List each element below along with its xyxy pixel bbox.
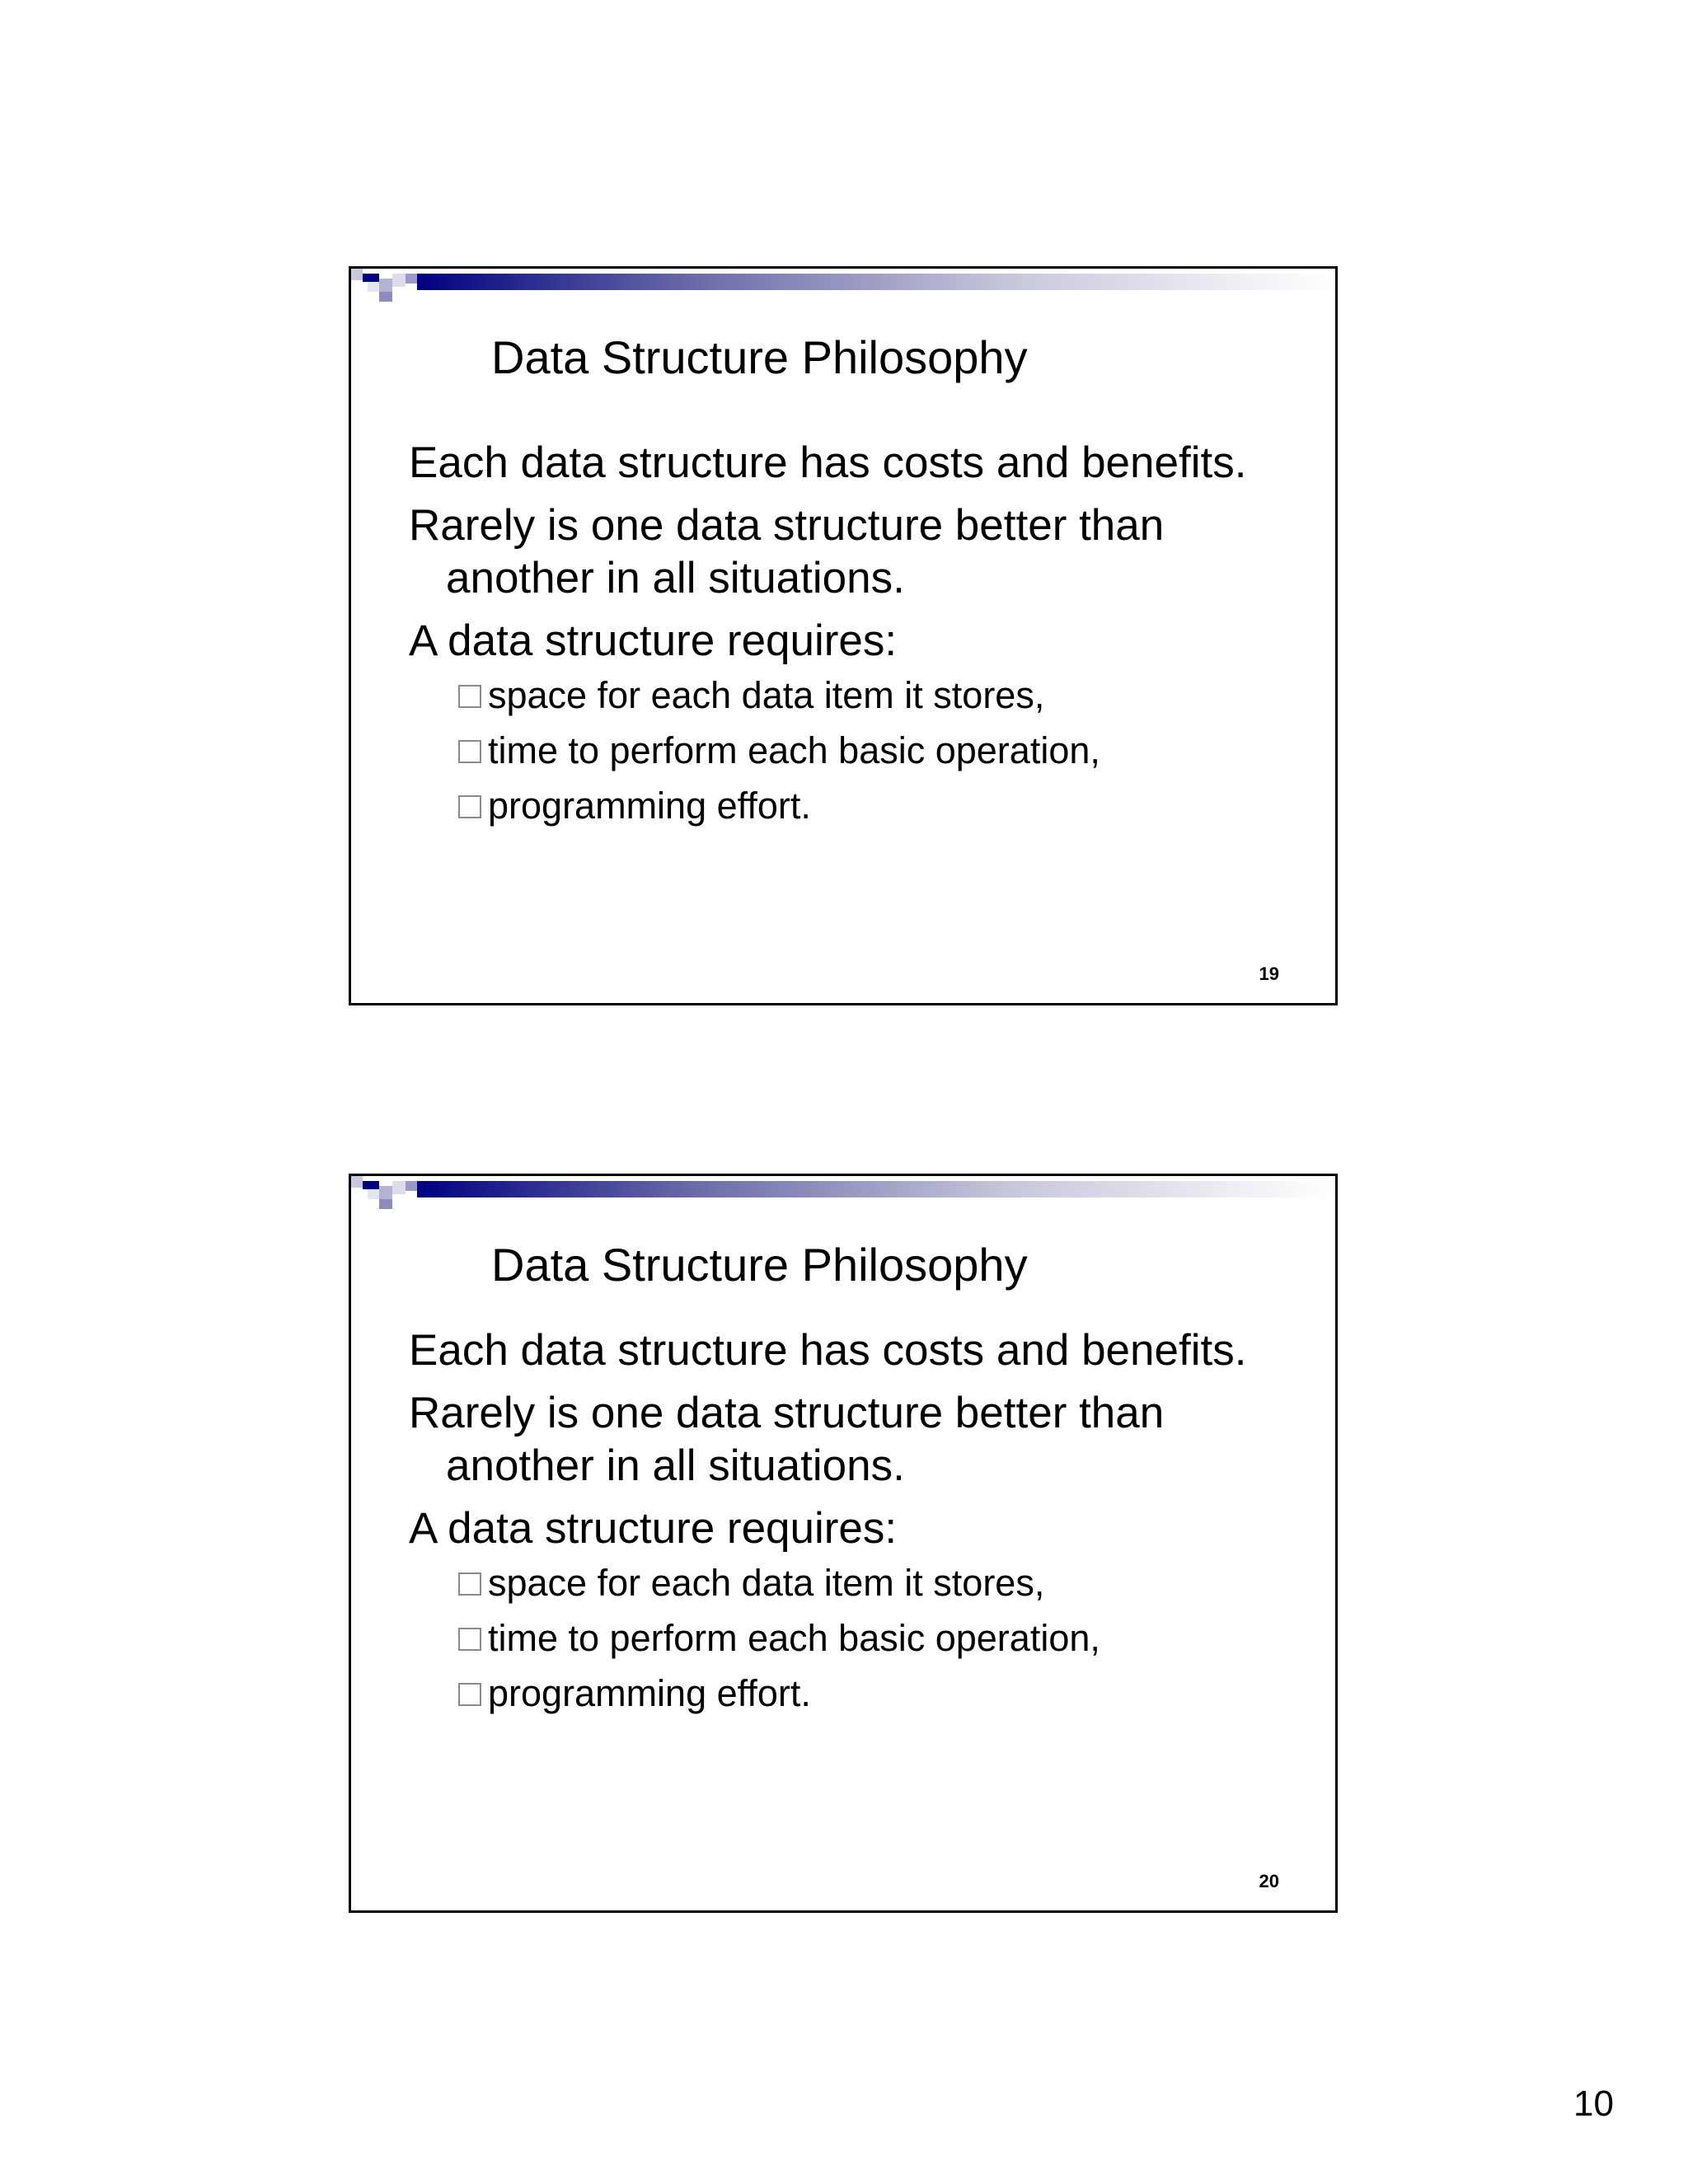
square-bullet-icon bbox=[458, 1683, 481, 1706]
bullet-item: A data structure requires: bbox=[409, 616, 898, 665]
square-bullet-icon bbox=[458, 1628, 481, 1651]
sub-bullet-item: programming effort. bbox=[458, 783, 1315, 829]
sub-bullet-list bbox=[409, 673, 1315, 829]
slide-thumbnail bbox=[349, 1174, 1338, 1913]
bullet-list bbox=[409, 1324, 1315, 1726]
bullet-item: Rarely is one data structure better than another in all situations. bbox=[409, 1389, 1165, 1490]
sub-bullet-item: space for each data item it stores, bbox=[458, 673, 1315, 719]
slide-header-decoration bbox=[351, 269, 1335, 310]
bullet-item: A data structure requires: bbox=[409, 1504, 898, 1553]
sub-bullet-item: time to perform each basic operation, bbox=[458, 728, 1315, 774]
sub-bullet-item: programming effort. bbox=[458, 1671, 1315, 1717]
square-bullet-icon bbox=[458, 795, 481, 818]
bullet-item: Each data structure has costs and benefits. bbox=[409, 1326, 1247, 1375]
sub-bullet-item: space for each data item it stores, bbox=[458, 1560, 1315, 1606]
slide-thumbnail bbox=[349, 266, 1338, 1005]
square-bullet-icon bbox=[458, 685, 481, 708]
slide-header-decoration bbox=[351, 1176, 1335, 1217]
sub-bullet-item: time to perform each basic operation, bbox=[458, 1615, 1315, 1661]
sub-bullet-list bbox=[409, 1560, 1315, 1717]
square-bullet-icon bbox=[458, 1572, 481, 1596]
slide-title: Data Structure Philosophy bbox=[491, 1239, 1028, 1291]
bullet-item: Each data structure has costs and benefits. bbox=[409, 438, 1247, 487]
page-number: 10 bbox=[1573, 2083, 1614, 2124]
bullet-list bbox=[409, 437, 1315, 838]
slide-title: Data Structure Philosophy bbox=[491, 331, 1028, 383]
slide-number: 19 bbox=[1259, 963, 1279, 984]
bullet-item: Rarely is one data structure better than another in all situations. bbox=[409, 501, 1165, 602]
slide-number: 20 bbox=[1259, 1871, 1279, 1891]
square-bullet-icon bbox=[458, 740, 481, 763]
